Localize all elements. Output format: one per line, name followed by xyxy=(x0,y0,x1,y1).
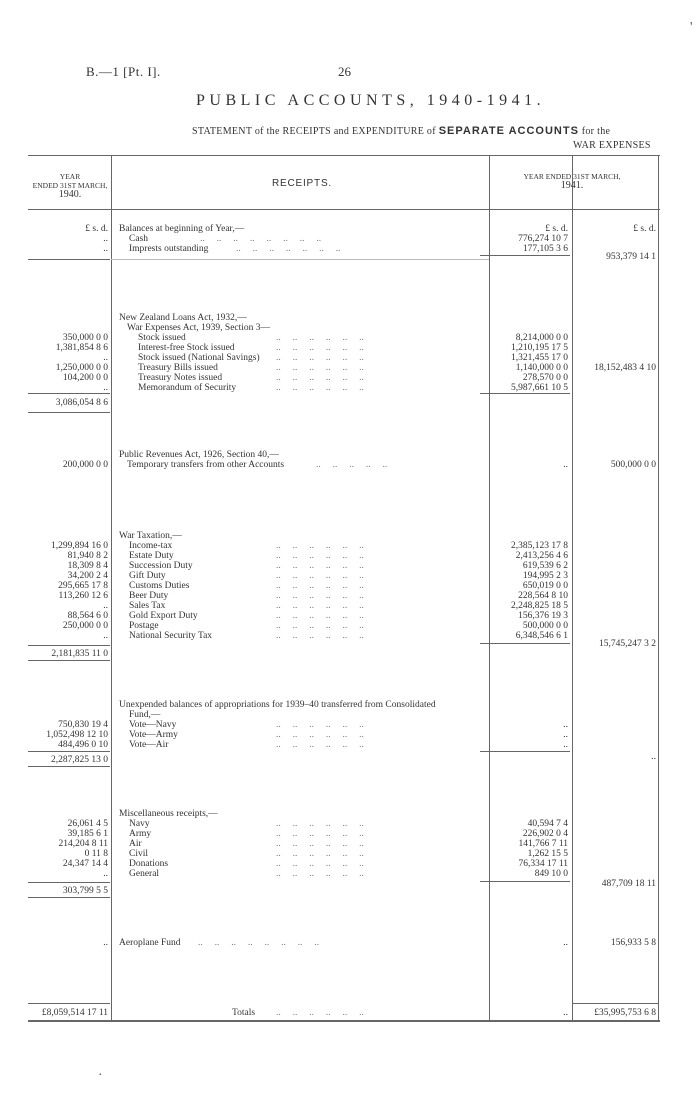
war-taxation-row-label: Customs Duties xyxy=(129,581,190,591)
aeroplane-total: 156,933 5 8 xyxy=(610,938,656,948)
loans-subheading: War Expenses Act, 1939, Section 3— xyxy=(127,323,271,333)
loans-heading: New Zealand Loans Act, 1932,— xyxy=(119,313,247,323)
currency-head-right: £ s. d. xyxy=(633,224,656,234)
unexpended-row-prev: 1,052,498 12 10 xyxy=(46,730,108,740)
leader-dots: .. .. .. .. .. .. xyxy=(276,621,364,631)
loans-row-label: Treasury Bills issued xyxy=(138,363,218,373)
misc-total: 487,709 18 11 xyxy=(601,879,656,889)
leader-dots: .. .. .. .. .. .. xyxy=(276,730,364,740)
loans-row-cur: 5,987,661 10 5 xyxy=(511,383,568,393)
misc-row-cur: 40,594 7 4 xyxy=(527,819,568,829)
war-taxation-row-prev: 34,200 2 4 xyxy=(67,571,108,581)
leader-dots: .. .. .. .. .. .. xyxy=(276,631,364,641)
war-taxation-row-label: Gold Export Duty xyxy=(129,611,198,621)
war-taxation-row-label: National Security Tax xyxy=(129,631,213,641)
war-taxation-total: 15,745,247 3 2 xyxy=(599,639,656,649)
loans-row-label: Treasury Notes issued xyxy=(138,373,223,383)
misc-row-cur: 141,766 7 11 xyxy=(518,839,568,849)
section-rule xyxy=(28,897,110,898)
leader-dots: .. .. .. .. .. .. xyxy=(276,363,364,373)
leader-dots: .. .. .. .. .. .. .. .. xyxy=(200,234,322,244)
col-divider-1 xyxy=(111,155,112,1021)
unexpended-row-label: Vote—Air xyxy=(129,740,169,750)
subtotal-rule xyxy=(480,255,570,256)
leader-dots: .. .. .. .. .. .. xyxy=(276,383,364,393)
misc-row-prev: 26,061 4 5 xyxy=(67,819,108,829)
leader-dots: .. .. .. .. .. .. xyxy=(276,720,364,730)
war-taxation-row-cur: 228,564 8 10 xyxy=(518,591,568,601)
war-taxation-row-cur: 619,539 6 2 xyxy=(522,561,568,571)
war-taxation-row-label: Succession Duty xyxy=(129,561,193,571)
unexpended-prev-total: 2,287,825 13 0 xyxy=(51,755,108,765)
loans-row-prev: 350,000 0 0 xyxy=(62,333,108,343)
misc-row-cur: 76,334 17 11 xyxy=(518,859,568,869)
unexpended-heading: Unexpended balances of appropriations for 1939–40 transferred from Consolidated xyxy=(119,700,436,710)
war-taxation-row-cur: 2,413,256 4 6 xyxy=(515,551,568,561)
loans-row-cur: 1,210,195 17 5 xyxy=(511,343,568,353)
unexpended-row-label: Vote—Navy xyxy=(129,720,177,730)
war-taxation-row-cur: 6,348,546 6 1 xyxy=(515,631,568,641)
misc-row-label: Air xyxy=(129,839,142,849)
misc-row-prev: 214,204 8 11 xyxy=(58,839,108,849)
loans-prev-total: 3,086,054 8 6 xyxy=(55,398,108,408)
balances-imprests-cur: 177,105 3 6 xyxy=(522,244,568,254)
aeroplane-cur: .. xyxy=(563,938,568,948)
public-revenues-total: 500,000 0 0 xyxy=(610,460,656,470)
loans-row-label: Memorandum of Security xyxy=(138,383,237,393)
section-rule xyxy=(28,660,110,661)
leader-dots: .. .. .. .. .. .. xyxy=(276,869,364,879)
war-taxation-heading: War Taxation,— xyxy=(119,531,182,541)
unexpended-row-label: Vote—Army xyxy=(129,730,178,740)
subtotal-rule xyxy=(480,881,570,882)
subtitle-line2: WAR EXPENSES xyxy=(573,140,651,151)
balances-total: 953,379 14 1 xyxy=(606,252,656,262)
leader-dots: .. .. .. .. .. .. xyxy=(276,333,364,343)
war-taxation-row-label: Sales Tax xyxy=(129,601,166,611)
misc-row-label: General xyxy=(129,869,160,879)
war-taxation-row-prev: 250,000 0 0 xyxy=(62,621,108,631)
prev-year-label1: YEAR xyxy=(59,172,81,181)
leader-dots: .. .. .. .. .. .. xyxy=(276,859,364,869)
misc-row-label: Army xyxy=(129,829,152,839)
misc-row-cur: 849 10 0 xyxy=(534,869,568,879)
subtotal-rule xyxy=(480,643,570,644)
col-divider-3 xyxy=(572,155,573,1021)
misc-row-cur: 1,262 15 5 xyxy=(527,849,568,859)
aeroplane-label: Aeroplane Fund xyxy=(119,938,181,948)
balances-heading: Balances at beginning of Year,— xyxy=(119,224,245,234)
loans-row-prev: 104,200 0 0 xyxy=(62,373,108,383)
misc-row-label: Donations xyxy=(129,859,169,869)
unexpended-row-prev: 484,496 0 10 xyxy=(58,740,108,750)
page-number: 26 xyxy=(338,64,351,79)
leader-dots: .. .. .. .. .. .. xyxy=(276,551,364,561)
table-header-rule xyxy=(28,209,660,210)
loans-row-prev: 1,381,854 8 6 xyxy=(55,343,108,353)
balances-cash-cur: 776,274 10 7 xyxy=(518,234,568,244)
leader-dots: .. .. .. .. .. .. xyxy=(276,353,364,363)
leader-dots: .. .. .. .. .. .. xyxy=(276,343,364,353)
war-taxation-row-label: Postage xyxy=(129,621,159,631)
section-rule xyxy=(28,882,110,883)
subtotal-rule xyxy=(480,393,570,394)
unexpended-heading2: Fund,— xyxy=(129,710,161,720)
loans-row-cur: 278,570 0 0 xyxy=(522,373,568,383)
section-rule-mid xyxy=(111,259,489,260)
aeroplane-prev: .. xyxy=(103,938,108,948)
totals-cur: .. xyxy=(563,1008,568,1018)
loans-row-cur: 8,214,000 0 0 xyxy=(515,333,568,343)
leader-dots: .. .. .. .. .. xyxy=(316,460,388,470)
public-revenues-label: Temporary transfers from other Accounts xyxy=(127,460,285,470)
section-rule xyxy=(28,259,110,260)
war-taxation-row-prev: .. xyxy=(103,601,108,611)
document-reference: B.—1 [Pt. I]. xyxy=(86,64,161,79)
war-taxation-row-prev: .. xyxy=(103,631,108,641)
public-revenues-cur: .. xyxy=(563,460,568,470)
subtitle-pre: STATEMENT of the RECEIPTS and EXPENDITURE of xyxy=(192,126,436,137)
war-taxation-row-label: Estate Duty xyxy=(129,551,174,561)
war-taxation-row-prev: 18,309 8 4 xyxy=(67,561,108,571)
leader-dots: .. .. .. .. .. .. xyxy=(276,581,364,591)
unexpended-total: .. xyxy=(651,752,656,762)
totals-rule xyxy=(28,1003,110,1004)
section-rule xyxy=(28,412,110,413)
table-top-rule xyxy=(28,155,660,156)
war-taxation-row-cur: 2,248,825 18 5 xyxy=(511,601,568,611)
war-taxation-row-cur: 500,000 0 0 xyxy=(522,621,568,631)
loans-total: 18,152,483 4 10 xyxy=(594,363,656,373)
loans-row-cur: 1,321,455 17 0 xyxy=(511,353,568,363)
leader-dots: .. .. .. .. .. .. .. .. xyxy=(198,938,320,948)
loans-row-label: Stock issued xyxy=(138,333,186,343)
misc-row-cur: 226,902 0 4 xyxy=(522,829,568,839)
balances-imprests-prev: .. xyxy=(103,244,108,254)
war-taxation-row-prev: 1,299,894 16 0 xyxy=(51,541,108,551)
loans-row-label: Stock issued (National Savings) xyxy=(138,353,260,363)
leader-dots: .. .. .. .. .. .. xyxy=(276,839,364,849)
misc-heading: Miscellaneous receipts,— xyxy=(119,809,218,819)
unexpended-row-cur: .. xyxy=(563,720,568,730)
war-taxation-row-label: Beer Duty xyxy=(129,591,169,601)
war-taxation-row-label: Gift Duty xyxy=(129,571,166,581)
cur-year-label: YEAR ENDED 31ST MARCH, xyxy=(523,172,621,181)
table-bottom-rule xyxy=(28,1020,660,1022)
war-taxation-prev-total: 2,181,835 11 0 xyxy=(51,649,108,659)
totals-label: Totals xyxy=(232,1008,256,1018)
leader-dots: .. .. .. .. .. .. xyxy=(276,1008,364,1018)
prev-year-value: 1940. xyxy=(58,189,82,200)
leader-dots: .. .. .. .. .. .. xyxy=(276,541,364,551)
currency-head-mid: £ s. d. xyxy=(545,224,568,234)
war-taxation-row-label: Income-tax xyxy=(129,541,173,551)
leader-dots: .. .. .. .. .. .. xyxy=(276,819,364,829)
unexpended-row-prev: 750,830 19 4 xyxy=(58,720,108,730)
subtotal-rule xyxy=(480,751,570,752)
war-taxation-row-prev: 81,940 8 2 xyxy=(67,551,108,561)
section-rule xyxy=(28,645,110,646)
misc-row-prev: 39,185 6 1 xyxy=(67,829,108,839)
public-revenues-prev: 200,000 0 0 xyxy=(62,460,108,470)
leader-dots: .. .. .. .. .. .. xyxy=(276,849,364,859)
section-rule xyxy=(28,751,110,752)
misc-row-label: Navy xyxy=(129,819,150,829)
section-rule xyxy=(28,766,110,767)
balances-cash-prev: .. xyxy=(103,234,108,244)
leader-dots: .. .. .. .. .. .. xyxy=(276,373,364,383)
margin-mark: · xyxy=(98,1068,103,1083)
section-rule xyxy=(28,393,110,394)
war-taxation-row-prev: 88,564 6 0 xyxy=(67,611,108,621)
subtitle-bold: SEPARATE ACCOUNTS xyxy=(438,125,579,137)
prev-year-heading xyxy=(30,172,110,199)
loans-row-prev: 1,250,000 0 0 xyxy=(55,363,108,373)
col-divider-4 xyxy=(658,155,659,1021)
leader-dots: .. .. .. .. .. .. .. xyxy=(236,244,341,254)
totals-prev: £8,059,514 17 11 xyxy=(41,1008,108,1018)
war-taxation-row-prev: 295,665 17 8 xyxy=(58,581,108,591)
war-taxation-row-cur: 156,376 19 3 xyxy=(518,611,568,621)
public-revenues-heading: Public Revenues Act, 1926, Section 40,— xyxy=(119,450,279,460)
leader-dots: .. .. .. .. .. .. xyxy=(276,611,364,621)
receipts-heading: RECEIPTS. xyxy=(272,178,332,189)
loans-row-cur: 1,140,000 0 0 xyxy=(515,363,568,373)
leader-dots: .. .. .. .. .. .. xyxy=(276,829,364,839)
war-taxation-row-prev: 113,260 12 6 xyxy=(58,591,108,601)
statement-subtitle xyxy=(192,125,610,137)
prev-year-label2: ENDED 31ST MARCH, xyxy=(32,181,108,190)
cur-year-heading xyxy=(492,172,652,190)
margin-mark: ' xyxy=(690,20,693,35)
war-taxation-row-cur: 2,385,123 17 8 xyxy=(511,541,568,551)
balances-cash-label: Cash xyxy=(129,234,148,244)
totals-rule xyxy=(573,1003,658,1004)
misc-prev-total: 303,799 5 5 xyxy=(62,886,108,896)
misc-row-prev: .. xyxy=(103,869,108,879)
war-taxation-row-cur: 650,019 0 0 xyxy=(522,581,568,591)
unexpended-row-cur: .. xyxy=(563,740,568,750)
leader-dots: .. .. .. .. .. .. xyxy=(276,740,364,750)
unexpended-row-cur: .. xyxy=(563,730,568,740)
balances-imprests-label: Imprests outstanding xyxy=(129,244,209,254)
war-taxation-row-cur: 194,995 2 3 xyxy=(522,571,568,581)
misc-row-prev: 24,347 14 4 xyxy=(62,859,108,869)
leader-dots: .. .. .. .. .. .. xyxy=(276,571,364,581)
leader-dots: .. .. .. .. .. .. xyxy=(276,601,364,611)
loans-row-prev: .. xyxy=(103,383,108,393)
misc-row-prev: 0 11 8 xyxy=(84,849,108,859)
misc-row-label: Civil xyxy=(129,849,149,859)
currency-head-left: £ s. d. xyxy=(85,224,108,234)
loans-row-label: Interest-free Stock issued xyxy=(138,343,235,353)
page-title: PUBLIC ACCOUNTS, 1940-1941. xyxy=(196,92,546,109)
loans-row-prev: .. xyxy=(103,353,108,363)
cur-year-value: 1941. xyxy=(560,180,584,191)
totals-total: £35,995,753 6 8 xyxy=(594,1008,656,1018)
leader-dots: .. .. .. .. .. .. xyxy=(276,561,364,571)
subtitle-post: for the xyxy=(581,126,611,137)
leader-dots: .. .. .. .. .. .. xyxy=(276,591,364,601)
